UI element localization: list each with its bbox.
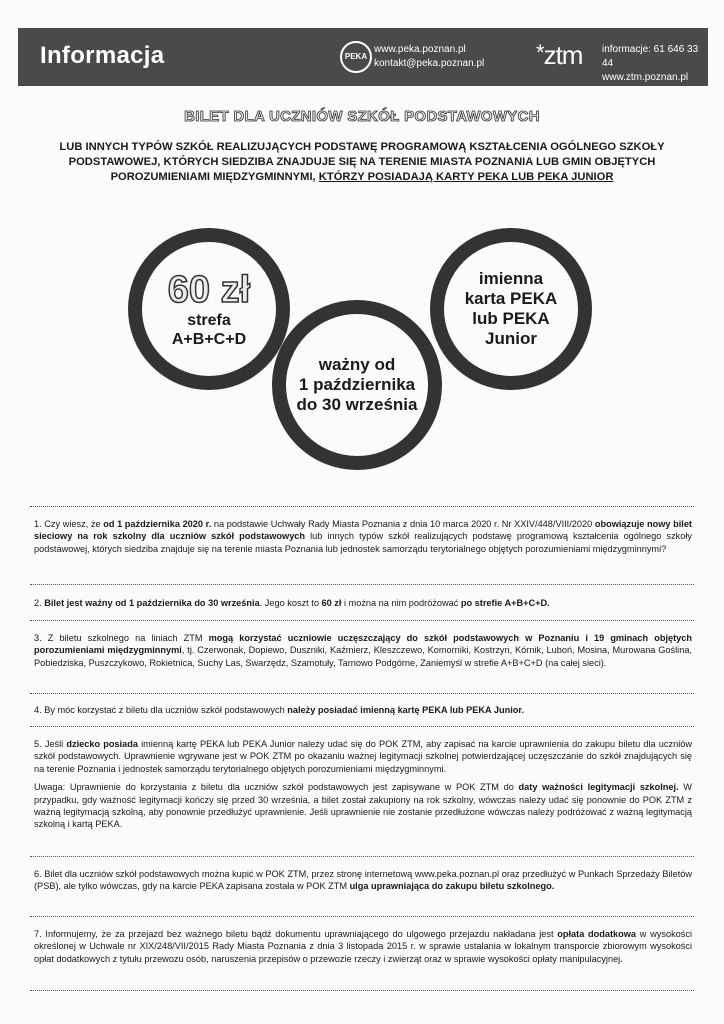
info-item-3 — [34, 632, 692, 669]
zone-line-1: strefa — [187, 312, 231, 329]
validity-line-3: do 30 września — [296, 395, 418, 414]
p3-bold: mogą korzystać uczniowie uczęszczający do szkół podstawowych w Poznaniu i 19 gminach objętych porozumieniami międzygminnymi — [34, 633, 692, 656]
document-subtitle — [50, 140, 674, 185]
peka-contact — [374, 43, 484, 71]
card-line-1: imienna — [478, 269, 544, 288]
p5-note — [34, 781, 692, 831]
price-value: 60 zł — [167, 269, 251, 311]
p2-text: . Jego koszt to — [259, 598, 322, 608]
document-title: BILET DLA UCZNIÓW SZKÓŁ PODSTAWOWYCH — [184, 108, 540, 125]
p4-bold: należy posiadać imienną kartę PEKA lub PEKA Junior. — [287, 705, 525, 715]
p5-bold: daty ważności legitymacji szkolnej. — [518, 782, 679, 793]
p7-text: 7. Informujemy, że za przejazd bez ważnego biletu bądź dokumentu uprawniającego do ulgowego przejazdu nakładana jest — [34, 929, 558, 939]
info-item-1 — [34, 518, 692, 555]
validity-line-2: 1 października — [298, 375, 416, 394]
validity-line-1: ważny od — [318, 355, 396, 374]
p5-bold: dziecko posiada — [66, 739, 138, 749]
p6-bold: ulga uprawniająca do zakupu biletu szkolnego. — [349, 881, 555, 892]
asterisk-icon: * — [536, 40, 544, 65]
divider — [30, 584, 694, 585]
card-circle — [430, 228, 592, 390]
info-item-2 — [34, 597, 692, 609]
p1-bold: obowiązuje nowy bilet sieciowy na rok szkolny dla uczniów szkół podstawowych — [34, 519, 692, 542]
p2-bold: 60 zł — [321, 598, 342, 608]
p1-text: lub innych typów szkół realizujących podstawę programową kształcenia ogólnego szkoły podstawowej, których siedziba znajduje się na terenie miasta Poznania lub jednostek samorządu terytorialnego objętych porozumieniami międzygminnymi? — [34, 531, 693, 554]
ztm-url: www.ztm.poznan.pl — [602, 72, 689, 83]
card-line-3: lub PEKA — [472, 309, 550, 328]
peka-logo: PEKA — [340, 41, 372, 73]
ztm-contact — [602, 43, 708, 85]
p5-main — [34, 738, 692, 775]
p5-text: W przypadku, gdy ważność legitymacji kończy się przed 30 września, a bilet został zakupiony na rok szkolny, wówczas należy udać się ponownie do POK ZTM z ważną legitymacją szkolną, aby ponownie przedłużyć uprawnienie. Jeśli uprawnienie nie zostanie przedłużone wówczas należy podróżować z ważną legitymacją szkolną i kartą PEKA. — [34, 782, 692, 830]
p1-bold: od 1 października 2020 r. — [103, 519, 212, 529]
divider — [30, 916, 694, 917]
ztm-logo-text: ztm — [543, 40, 583, 70]
p5-text: imienną kartę PEKA lub PEKA Junior należy udać się do POK ZTM, aby zapisać na karcie uprawnienia do zakupu biletu dla uczniów szkół podstawowych. Uprawnienie wgrywane jest w POK ZTM po okazaniu ważnej legitymacji szkolnej potwierdzającej uczęszczanie do szkół znajdujących się na terenie Poznania i jednostek samorządu terytorialnego objętych porozumieniami międzygminnymi. — [34, 739, 692, 774]
p7-bold: opłata dodatkowa — [557, 929, 637, 939]
info-item-5 — [34, 738, 692, 837]
peka-email: kontakt@peka.poznan.pl — [374, 58, 485, 69]
info-item-4 — [34, 704, 692, 716]
card-line-4: Junior — [485, 329, 537, 348]
validity-circle — [272, 300, 442, 470]
peka-url: www.peka.poznan.pl — [374, 44, 466, 55]
p3-text: , tj. Czerwonak, Dopiewo, Duszniki, Kaźmierz, Kleszczewo, Komorniki, Kostrzyn, Kórnik, Luboń, Mosina, Murowana Goślina, Pobiedziska, Puszczykowo, Rokietnica, Suchy Las, Swarzędz, Szamotuły, Tarnowo Podgórne, Zaniemyśl w strefie A+B+C+D (na całej sieci). — [34, 645, 692, 668]
divider — [30, 693, 694, 694]
divider — [30, 990, 694, 991]
p5-text: Uwaga: Uprawnienie do korzystania z biletu dla uczniów szkół podstawowych jest zapisywane w POK ZTM do — [34, 782, 519, 793]
p7-text: w wysokości określonej w Uchwale nr XIX/248/VII/2015 Rady Miasta Poznania z dnia 3 listopada 2015 r. w sprawie ustalania w lokalnym transporcie zbiorowym wysokości opłat dodatkowych z tytułu przewozu osób, naruszenia przepisów o przewozie rzeczy i zwierząt oraz w sprawie wysokości opłaty manipulacyjnej. — [34, 929, 693, 964]
divider — [30, 620, 694, 621]
divider — [30, 726, 694, 727]
p2-text: i można na nim podróżować — [341, 598, 461, 608]
subtitle-underlined: KTÓRZY POSIADAJĄ KARTY PEKA LUB PEKA JUNIOR — [318, 171, 614, 183]
p3-text: 3. Z biletu szkolnego na liniach ZTM — [34, 633, 209, 643]
header-title: Informacja — [40, 42, 165, 69]
p2-text: 2. — [34, 598, 45, 608]
header-bar — [18, 28, 708, 86]
card-line-2: karta PEKA — [464, 289, 558, 308]
p2-bold: po strefie A+B+C+D. — [460, 598, 550, 608]
p6-text: 6. Bilet dla uczniów szkół podstawowych można kupić w POK ZTM, przez stronę internetową www.peka.poznan.pl oraz przedłużyć w Punkach Sprzedaży Biletów (PSB), ale tylko wówczas, gdy na karcie PEKA zapisana została w POK ZTM — [34, 869, 692, 892]
ztm-phone: informacje: 61 646 33 44 — [602, 44, 699, 69]
price-circle — [128, 228, 290, 390]
p4-text: 4. By móc korzystać z biletu dla uczniów szkół podstawowych — [34, 705, 288, 715]
ztm-logo — [536, 40, 582, 71]
divider — [30, 506, 694, 507]
subtitle-main: LUB INNYCH TYPÓW SZKÓŁ REALIZUJĄCYCH PODSTAWĘ PROGRAMOWĄ KSZTAŁCENIA OGÓLNEGO SZKOŁY PODSTAWOWEJ, KTÓRYCH SIEDZIBA ZNAJDUJE SIĘ NA TERENIE MIASTA POZNANIA LUB GMIN OBJĘTYCH POROZUMIENIAMI MIĘDZYGMINNYMI, — [59, 141, 665, 183]
info-item-6 — [34, 868, 692, 893]
p5-text: 5. Jeśli — [34, 739, 67, 749]
p2-bold: Bilet jest ważny od 1 października do 30 września — [44, 598, 260, 608]
info-item-7 — [34, 928, 692, 965]
p1-text: 1. Czy wiesz, że — [34, 519, 104, 529]
divider — [30, 856, 694, 857]
p1-text: na podstawie Uchwały Rady Miasta Poznania z dnia 10 marca 2020 r. Nr XXIV/448/VIII/2020 — [211, 519, 595, 529]
zone-line-2: A+B+C+D — [171, 331, 247, 348]
